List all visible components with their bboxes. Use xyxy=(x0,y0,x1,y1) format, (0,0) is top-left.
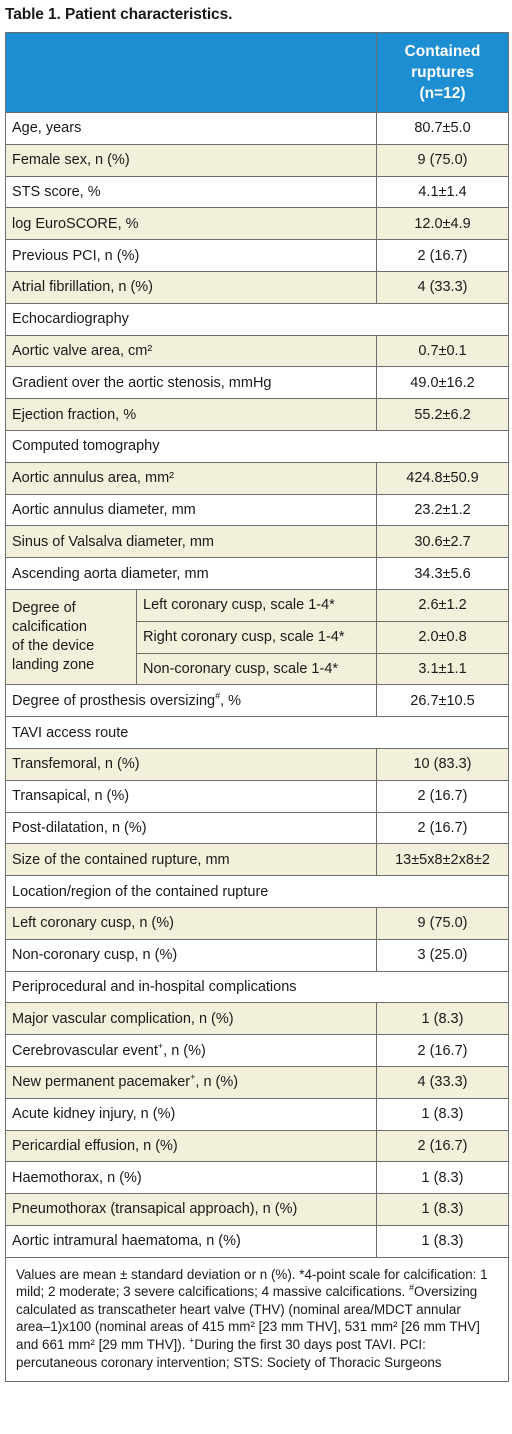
row-label: Major vascular complication, n (%) xyxy=(6,1003,377,1035)
row-value: 0.7±0.1 xyxy=(377,335,509,367)
footnote-part-1: Values are mean ± standard deviation or n (%). *4-point scale for calcification: 1 mild; 2 moderate; 3 severe calcifications; 4 massive calcifications. xyxy=(16,1266,488,1300)
row-value: 4.1±1.4 xyxy=(377,176,509,208)
row-value: 2 (16.7) xyxy=(377,812,509,844)
footnote-marker: + xyxy=(157,1040,164,1051)
row-label: Aortic intramural haematoma, n (%) xyxy=(6,1225,377,1257)
footnote-marker: + xyxy=(190,1072,196,1083)
row-value: 23.2±1.2 xyxy=(377,494,509,526)
header-line-3: (n=12) xyxy=(419,85,466,102)
section-label: Computed tomography xyxy=(6,430,509,462)
section-row-computed-tomography xyxy=(6,430,509,462)
table-row xyxy=(6,494,509,526)
row-label: Gradient over the aortic stenosis, mmHg xyxy=(6,367,377,399)
table-row xyxy=(6,144,509,176)
table-row xyxy=(6,1098,509,1130)
row-label-text: New permanent pacemaker xyxy=(12,1074,191,1091)
row-label: Aortic annulus diameter, mm xyxy=(6,494,377,526)
row-value: 55.2±6.2 xyxy=(377,399,509,431)
row-value: 2.0±0.8 xyxy=(377,621,509,653)
row-label xyxy=(6,685,377,717)
table-row xyxy=(6,367,509,399)
row-label-tail: , n (%) xyxy=(163,1042,206,1059)
section-label: TAVI access route xyxy=(6,717,509,749)
row-value: 1 (8.3) xyxy=(377,1194,509,1226)
row-value: 13±5x8±2x8±2 xyxy=(377,844,509,876)
row-label: Haemothorax, n (%) xyxy=(6,1162,377,1194)
table-row xyxy=(6,240,509,272)
row-label: Pericardial effusion, n (%) xyxy=(6,1130,377,1162)
row-value: 2 (16.7) xyxy=(377,240,509,272)
row-value: 9 (75.0) xyxy=(377,907,509,939)
row-label: Transfemoral, n (%) xyxy=(6,748,377,780)
row-label xyxy=(6,1035,377,1067)
section-label: Echocardiography xyxy=(6,303,509,335)
row-value: 3 (25.0) xyxy=(377,939,509,971)
table-row xyxy=(6,526,509,558)
table-footnote xyxy=(6,1257,509,1382)
row-label-text: Cerebrovascular event xyxy=(12,1042,158,1059)
row-value: 49.0±16.2 xyxy=(377,367,509,399)
row-label xyxy=(6,1066,377,1098)
row-value: 34.3±5.6 xyxy=(377,558,509,590)
row-value: 12.0±4.9 xyxy=(377,208,509,240)
row-label: Pneumothorax (transapical approach), n (%) xyxy=(6,1194,377,1226)
row-label: Size of the contained rupture, mm xyxy=(6,844,377,876)
row-label: Ascending aorta diameter, mm xyxy=(6,558,377,590)
row-value: 4 (33.3) xyxy=(377,271,509,303)
footnote-row xyxy=(6,1257,509,1382)
row-value: 2 (16.7) xyxy=(377,780,509,812)
group-line-2: calcification xyxy=(12,619,87,636)
footnote-marker: # xyxy=(408,1282,414,1293)
row-label-tail: , n (%) xyxy=(195,1074,239,1091)
footnote-part-2: Oversizing calculated as transcatheter heart valve (THV) (nominal area/MDCT annular area–1)x100 (nominal areas of 415 mm² [23 mm THV], 531 mm² [26 mm THV] and 661 mm² [29 mm THV]). xyxy=(16,1284,480,1353)
table-row xyxy=(6,1194,509,1226)
table-row xyxy=(6,907,509,939)
table-row xyxy=(6,462,509,494)
section-row-location xyxy=(6,876,509,908)
row-label: Previous PCI, n (%) xyxy=(6,240,377,272)
row-value: 1 (8.3) xyxy=(377,1003,509,1035)
group-line-1: Degree of xyxy=(12,600,76,617)
table-header-row xyxy=(6,33,509,113)
row-value: 2 (16.7) xyxy=(377,1035,509,1067)
header-label-cell xyxy=(6,33,377,113)
section-row-echocardiography xyxy=(6,303,509,335)
footnote-marker: # xyxy=(215,690,221,701)
calcification-group-label xyxy=(6,589,137,684)
row-label: Atrial fibrillation, n (%) xyxy=(6,271,377,303)
table-row xyxy=(6,685,509,717)
table-row xyxy=(6,748,509,780)
row-value: 10 (83.3) xyxy=(377,748,509,780)
table-row xyxy=(6,208,509,240)
row-value: 30.6±2.7 xyxy=(377,526,509,558)
section-row-complications xyxy=(6,971,509,1003)
footnote-marker: + xyxy=(189,1335,195,1346)
table-row xyxy=(6,1066,509,1098)
row-value: 1 (8.3) xyxy=(377,1162,509,1194)
row-value: 9 (75.0) xyxy=(377,144,509,176)
table-row xyxy=(6,1130,509,1162)
footnote-part-3: During the first 30 days post TAVI. PCI: percutaneous coronary intervention; STS: Society of Thoracic Surgeons xyxy=(16,1337,442,1370)
group-line-3: of the device xyxy=(12,638,95,655)
section-row-tavi-access xyxy=(6,717,509,749)
header-contained-ruptures xyxy=(377,33,509,113)
row-label: Aortic annulus area, mm² xyxy=(6,462,377,494)
table-row xyxy=(6,113,509,145)
table-row xyxy=(6,176,509,208)
table-row xyxy=(6,780,509,812)
row-label: Transapical, n (%) xyxy=(6,780,377,812)
row-value: 26.7±10.5 xyxy=(377,685,509,717)
row-value: 4 (33.3) xyxy=(377,1066,509,1098)
row-label-tail: , % xyxy=(220,692,242,709)
table-row xyxy=(6,1225,509,1257)
row-label: Post-dilatation, n (%) xyxy=(6,812,377,844)
row-value: 1 (8.3) xyxy=(377,1225,509,1257)
group-line-4: landing zone xyxy=(12,657,95,674)
table-row xyxy=(6,1035,509,1067)
row-value: 3.1±1.1 xyxy=(377,653,509,685)
table-row xyxy=(6,1003,509,1035)
row-label: log EuroSCORE, % xyxy=(6,208,377,240)
row-value: 80.7±5.0 xyxy=(377,113,509,145)
section-label: Location/region of the contained rupture xyxy=(6,876,509,908)
row-label-text: Degree of prosthesis oversizing xyxy=(12,692,216,709)
row-label: Right coronary cusp, scale 1-4* xyxy=(137,621,377,653)
row-label: Acute kidney injury, n (%) xyxy=(6,1098,377,1130)
row-label: Ejection fraction, % xyxy=(6,399,377,431)
row-value: 424.8±50.9 xyxy=(377,462,509,494)
row-label: Female sex, n (%) xyxy=(6,144,377,176)
section-label: Periprocedural and in-hospital complications xyxy=(6,971,509,1003)
table-row xyxy=(6,271,509,303)
header-line-1: Contained xyxy=(404,43,481,60)
table-row xyxy=(6,589,509,621)
table-caption: Table 1. Patient characteristics. xyxy=(5,6,233,23)
row-label: Aortic valve area, cm² xyxy=(6,335,377,367)
table-row xyxy=(6,812,509,844)
row-label: STS score, % xyxy=(6,176,377,208)
header-line-2: ruptures xyxy=(411,64,474,81)
table-row xyxy=(6,399,509,431)
row-label: Age, years xyxy=(6,113,377,145)
row-value: 1 (8.3) xyxy=(377,1098,509,1130)
row-label: Sinus of Valsalva diameter, mm xyxy=(6,526,377,558)
patient-characteristics-table xyxy=(5,32,509,1382)
row-value: 2.6±1.2 xyxy=(377,589,509,621)
row-label: Non-coronary cusp, n (%) xyxy=(6,939,377,971)
table-row xyxy=(6,335,509,367)
row-value: 2 (16.7) xyxy=(377,1130,509,1162)
table-row xyxy=(6,844,509,876)
row-label: Left coronary cusp, n (%) xyxy=(6,907,377,939)
row-label: Non-coronary cusp, scale 1-4* xyxy=(137,653,377,685)
table-row xyxy=(6,939,509,971)
row-label: Left coronary cusp, scale 1-4* xyxy=(137,589,377,621)
table-row xyxy=(6,558,509,590)
table-row xyxy=(6,1162,509,1194)
